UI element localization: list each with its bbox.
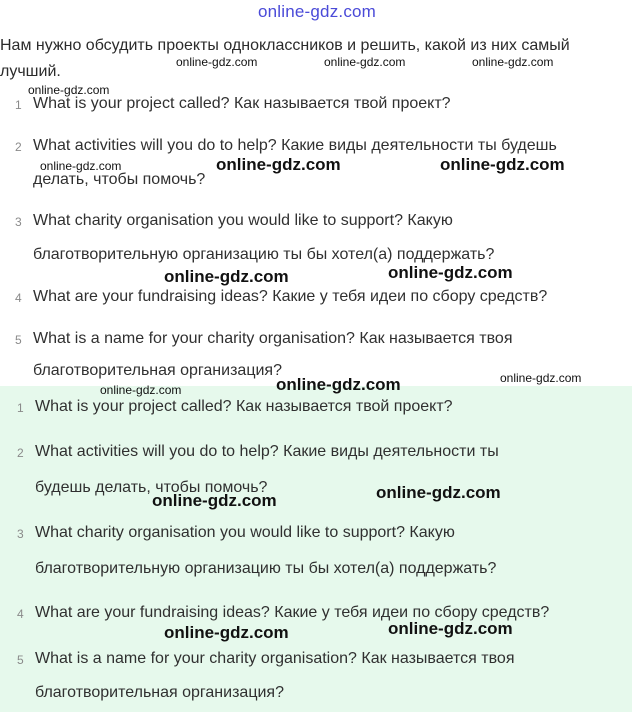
site-header bbox=[0, 0, 632, 26]
watermark: online-gdz.com bbox=[176, 55, 258, 69]
question-text-line2: благотворительную организацию ты бы хотел(а) поддержать? bbox=[35, 560, 497, 577]
question-text: What is a name for your charity organisation? Как называется твоя bbox=[33, 330, 513, 347]
question-item-4-repeat bbox=[17, 604, 627, 628]
question-number: 1 bbox=[15, 98, 22, 112]
question-text-line2: благотворительную организацию ты бы хотел(а) поддержать? bbox=[33, 246, 495, 263]
watermark: online-gdz.com bbox=[388, 619, 513, 638]
watermark: online-gdz.com bbox=[472, 55, 554, 69]
question-text-line2: благотворительная организация? bbox=[35, 684, 284, 701]
question-number: 2 bbox=[15, 140, 22, 154]
watermark: online-gdz.com bbox=[164, 623, 289, 642]
question-text: What charity organisation you would like to support? Какую bbox=[33, 212, 453, 229]
question-text: What is your project called? Как называется твой проект? bbox=[33, 95, 451, 112]
question-number: 5 bbox=[17, 653, 24, 667]
question-item-1 bbox=[15, 95, 625, 119]
question-number: 1 bbox=[17, 401, 24, 415]
question-text-line2: будешь делать, чтобы помочь? bbox=[35, 479, 268, 496]
question-item-3-repeat bbox=[17, 524, 627, 580]
question-text: What is a name for your charity organisation? Как называется твоя bbox=[35, 650, 515, 667]
question-text: What activities will you do to help? Какие виды деятельности ты будешь bbox=[33, 137, 557, 154]
watermark: online-gdz.com bbox=[164, 267, 289, 286]
question-number: 3 bbox=[15, 215, 22, 229]
watermark: online-gdz.com bbox=[376, 483, 501, 502]
question-text-line2: благотворительная организация? bbox=[33, 362, 282, 379]
question-text: What are your fundraising ideas? Какие у тебя идеи по сбору средств? bbox=[35, 604, 550, 621]
watermark: online-gdz.com bbox=[216, 155, 341, 174]
watermark: online-gdz.com bbox=[324, 55, 406, 69]
site-logo-link[interactable]: online-gdz.com bbox=[257, 2, 377, 21]
watermark: online-gdz.com bbox=[152, 491, 277, 510]
question-text: What activities will you do to help? Какие виды деятельности ты bbox=[35, 443, 499, 460]
watermark: online-gdz.com bbox=[28, 83, 110, 97]
watermark: online-gdz.com bbox=[388, 263, 513, 282]
question-item-2-repeat bbox=[17, 443, 627, 499]
question-number: 2 bbox=[17, 446, 24, 460]
question-item-5-repeat bbox=[17, 650, 627, 706]
question-text: What is your project called? Как называется твой проект? bbox=[35, 398, 453, 415]
watermark: online-gdz.com bbox=[40, 159, 122, 173]
question-item-3 bbox=[15, 212, 625, 268]
watermark: online-gdz.com bbox=[440, 155, 565, 174]
question-item-1-repeat bbox=[17, 398, 627, 422]
question-text: What are your fundraising ideas? Какие у тебя идеи по сбору средств? bbox=[33, 288, 548, 305]
question-item-4 bbox=[15, 288, 625, 312]
question-text-line2: делать, чтобы помочь? bbox=[33, 171, 206, 188]
watermark: online-gdz.com bbox=[276, 375, 401, 394]
question-number: 5 bbox=[15, 333, 22, 347]
question-number: 4 bbox=[17, 607, 24, 621]
question-text: What charity organisation you would like to support? Какую bbox=[35, 524, 455, 541]
question-number: 4 bbox=[15, 291, 22, 305]
intro-text: Нам нужно обсудить проекты одноклассников и решить, какой из них самый лучший. bbox=[0, 37, 570, 80]
watermark: online-gdz.com bbox=[500, 371, 582, 385]
watermark: online-gdz.com bbox=[100, 383, 182, 397]
question-number: 3 bbox=[17, 527, 24, 541]
